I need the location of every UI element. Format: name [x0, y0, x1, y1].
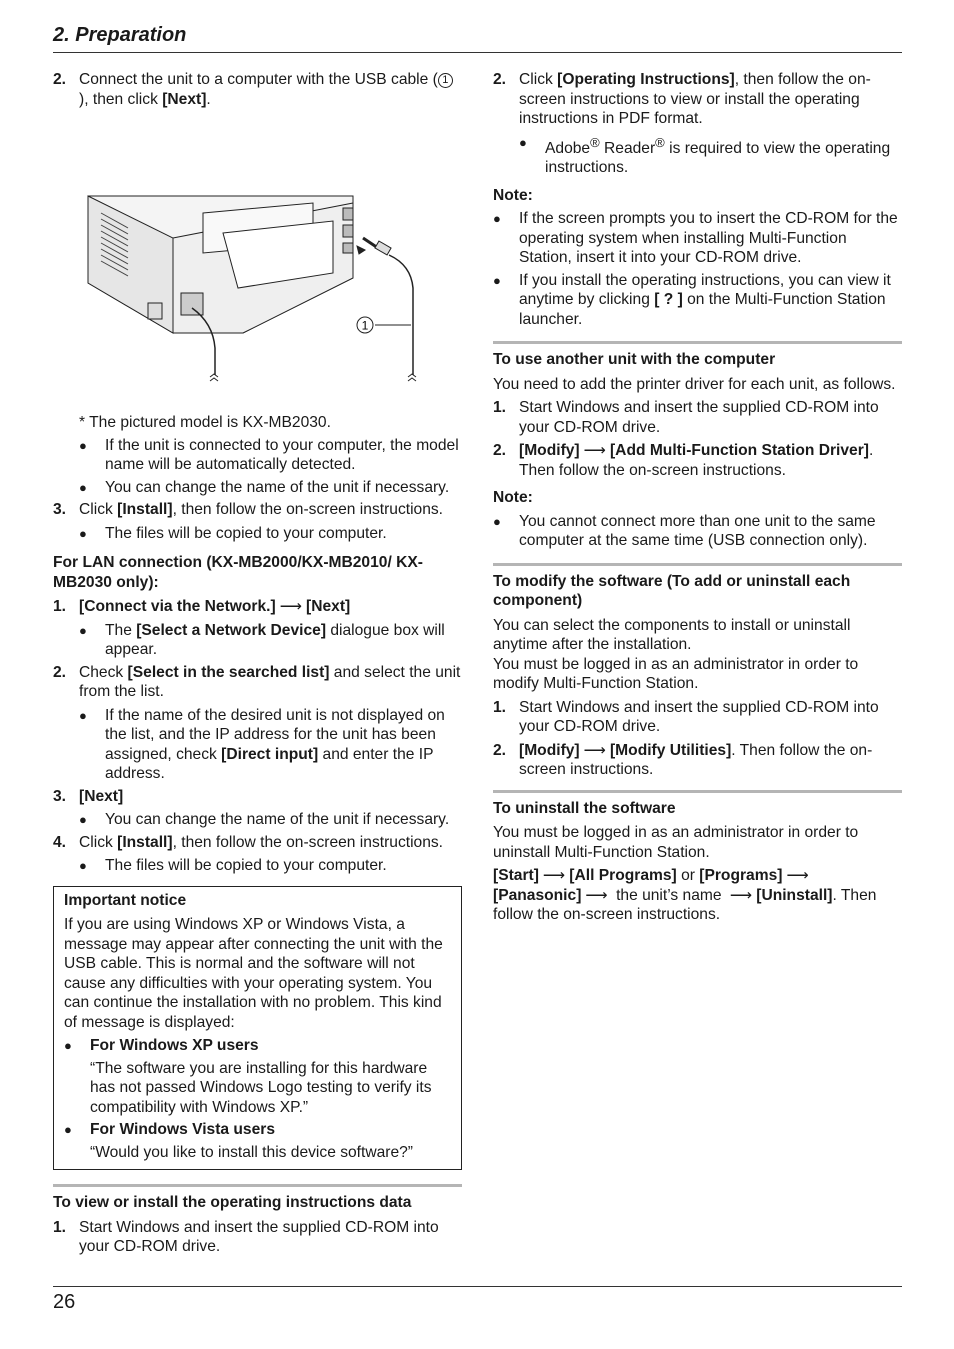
view-step-2: 2. Click [Operating Instructions], then follow the on-screen instructions to view or install the operating instructions in PDF format. [493, 71, 871, 127]
section-rule [493, 341, 902, 344]
section-rule [493, 563, 902, 566]
modify-step-2: 2. [Modify] ⟶ [Modify Utilities]. Then follow the on-screen instructions. [493, 741, 873, 779]
bullet-dot-icon: ● [79, 525, 87, 541]
printer-usb-illustration [53, 113, 462, 413]
view-step-1: 1. Start Windows and insert the supplied CD-ROM into your CD-ROM drive. [53, 1218, 439, 1255]
right-column [493, 70, 902, 929]
note-label: Note: [493, 489, 533, 507]
lan-step-2: 2. Check [Select in the searched list] and select the unit from the list. [53, 663, 461, 700]
figure-callout-label: 1 [361, 318, 369, 333]
bullet-item: ● You can change the name of the unit if necessary. [79, 811, 450, 828]
bullet-item: ● If you install the operating instructions, you can view it anytime by clicking [ ? ] on the Multi-Function Station launcher. [493, 271, 891, 328]
view-instructions-heading: To view or install the operating instructions data [53, 1194, 412, 1211]
another-unit-intro: You need to add the printer driver for each unit, as follows. [493, 375, 896, 393]
bullet-dot-icon: ● [79, 622, 87, 638]
uninstall-heading: To uninstall the software [493, 799, 676, 817]
bullet-dot-icon: ● [493, 211, 501, 227]
lan-step-3: 3. [Next] [53, 787, 124, 805]
lan-step-1: 1. [Connect via the Network.] ⟶ [Next] [53, 598, 351, 615]
notice-title: Important notice [64, 891, 187, 909]
bullet-item: ● The [Select a Network Device] dialogue box will appear. [79, 621, 445, 658]
bullet-item: ● The files will be copied to your computer. [79, 524, 387, 542]
notice-vista-message: “Would you like to install this device software?” [90, 1143, 413, 1161]
bullet-item: ● You cannot connect more than one unit to the same computer at the same time (USB connection only). [493, 512, 876, 550]
modify-step-1: 1. Start Windows and insert the supplied CD-ROM into your CD-ROM drive. [493, 698, 879, 736]
bullet-dot-icon: ● [79, 437, 87, 453]
page-number: 26 [53, 1291, 76, 1313]
bullet-item: ● If the screen prompts you to insert the CD-ROM for the operating system when installing Multi-Function Station, insert it into your CD-ROM drive. [493, 210, 898, 267]
bullet-dot-icon: ● [64, 1122, 72, 1137]
arrow-right-icon: ⟶ [583, 741, 606, 759]
arrow-right-icon: ⟶ [729, 886, 753, 904]
arrow-right-icon: ⟶ [585, 886, 608, 904]
figure-caption: * The pictured model is KX-MB2030. [79, 414, 331, 431]
step-2-connect-usb: 2. Connect the unit to a computer with the USB cable ( 1), then click [Next]. [53, 70, 462, 109]
bullet-item: ● Adobe® Reader® is required to view the operating instructions. [519, 134, 891, 177]
bullet-item: ● The files will be copied to your computer. [79, 857, 387, 874]
another-step-1: 1. Start Windows and insert the supplied CD-ROM into your CD-ROM drive. [493, 399, 879, 436]
step-3-install: 3. Click [Install], then follow the on-screen instructions. [53, 501, 444, 518]
arrow-right-icon: ⟶ [583, 442, 606, 460]
section-rule [53, 1184, 462, 1187]
help-icon: [ ? ] [654, 291, 683, 309]
bullet-item: ● You can change the name of the unit if necessary. [79, 478, 450, 496]
bullet-dot-icon: ● [79, 812, 87, 827]
page-header-title: 2. Preparation [53, 24, 187, 46]
another-step-2: 2. [Modify] ⟶ [Add Multi-Function Station Driver]. Then follow the on-screen instructions. [493, 442, 874, 479]
arrow-right-icon: ⟶ [542, 867, 566, 885]
left-column [53, 70, 462, 1261]
arrow-right-icon: ⟶ [786, 867, 809, 885]
lan-step-4: 4. Click [Install], then follow the on-screen instructions. [53, 833, 444, 851]
bullet-dot-icon: ● [79, 479, 87, 495]
bullet-dot-icon: ● [79, 707, 87, 723]
bullet-item: ● If the name of the desired unit is not displayed on the list, and the IP address for the unit has been assigned, check [Direct input] and enter the IP address. [79, 706, 445, 782]
arrow-right-icon: ⟶ [279, 598, 303, 615]
bullet-dot-icon: ● [493, 272, 501, 288]
modify-intro-1: You can select the components to install or uninstall anytime after the installation. [493, 616, 851, 654]
bullet-dot-icon: ● [493, 513, 501, 529]
header-rule [53, 52, 902, 53]
lan-connection-heading: For LAN connection (KX-MB2000/KX-MB2010/ KX-MB2030 only): [53, 554, 423, 591]
modify-intro-2: You must be logged in as an administrator in order to modify Multi-Function Station. [493, 655, 859, 693]
footer-rule [53, 1286, 902, 1287]
bullet-item: ● For Windows Vista users [64, 1121, 276, 1138]
section-rule [493, 790, 902, 793]
callout-circle: 1 [438, 73, 453, 88]
another-unit-heading: To use another unit with the computer [493, 351, 776, 369]
bullet-dot-icon: ● [79, 858, 87, 873]
notice-body: If you are using Windows XP or Windows Vista, a message may appear after connecting the unit with the USB cable. This is normal and the software will not cause any difficulties with your operating system. You can continue the installation with no problem. This kind of message is displayed: [64, 916, 443, 1031]
note-label: Note: [493, 186, 533, 204]
important-notice-box [53, 886, 462, 1171]
bullet-item: ● For Windows XP users [64, 1037, 259, 1054]
notice-xp-message: “The software you are installing for this hardware has not passed Windows Logo testing to verify its compatibility with Windows XP.” [90, 1059, 432, 1116]
printer-back-drawing [53, 113, 462, 413]
bullet-dot-icon: ● [519, 134, 527, 150]
bullet-dot-icon: ● [64, 1038, 72, 1053]
bullet-item: ● If the unit is connected to your computer, the model name will be automatically detected. [79, 436, 459, 473]
uninstall-path: [Start] ⟶ [All Programs] or [Programs] ⟶ [Panasonic] ⟶ the unit’s name ⟶ [Uninstall]. Then follow the on-screen instructions. [493, 867, 877, 924]
modify-software-heading: To modify the software (To add or uninstall each component) [493, 572, 851, 610]
uninstall-intro: You must be logged in as an administrator in order to uninstall Multi-Function Station. [493, 824, 859, 861]
